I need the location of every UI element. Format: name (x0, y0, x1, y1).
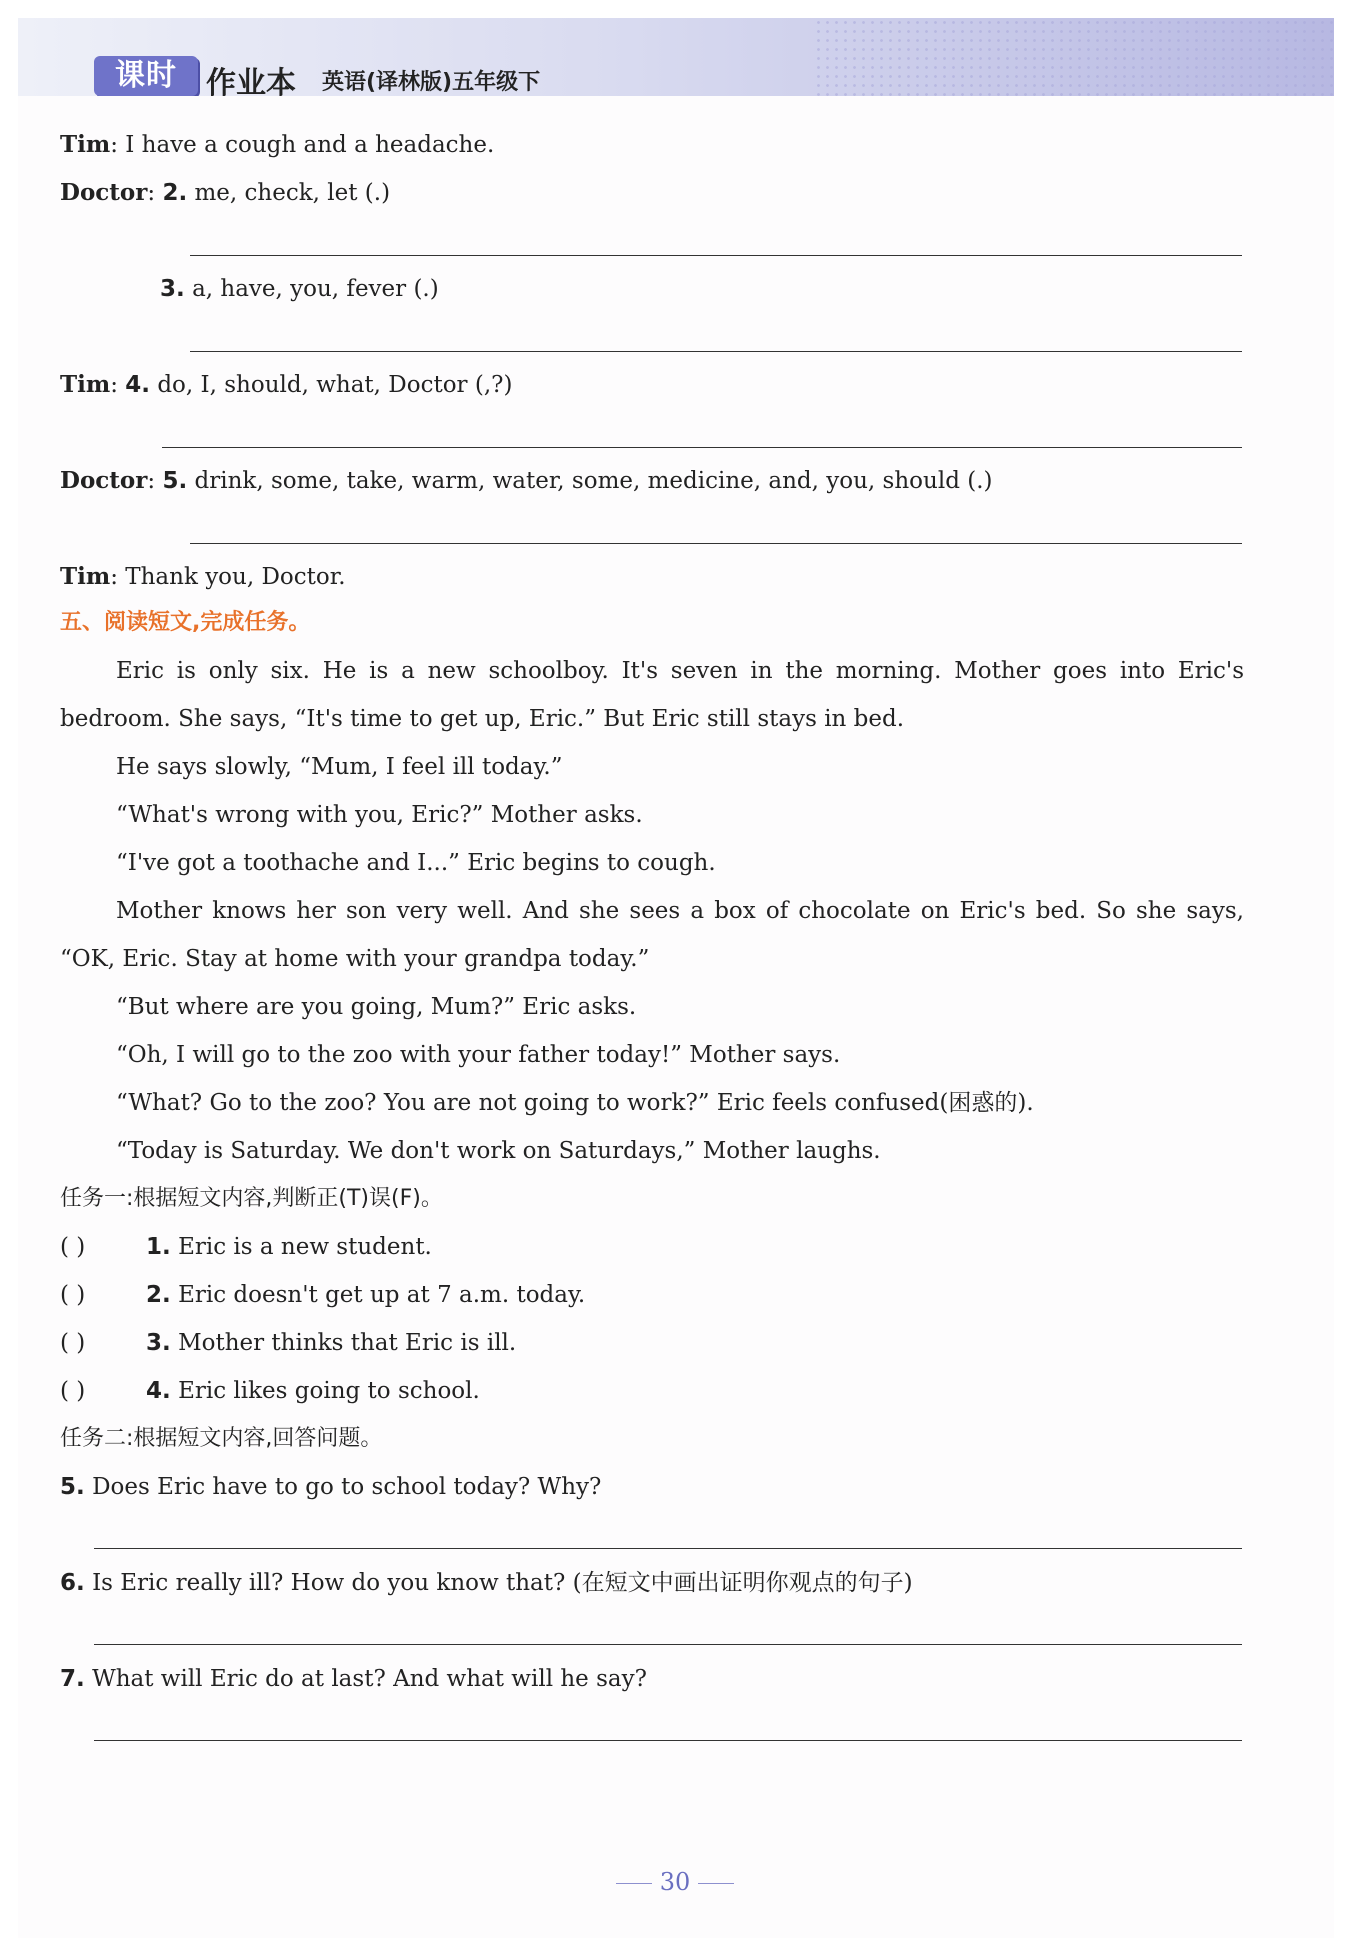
speaker-name: Tim (60, 131, 111, 158)
speaker-sep: : (147, 468, 156, 494)
true-false-item (60, 1280, 585, 1310)
scrambled-words: a, have, you, fever (.) (192, 276, 439, 302)
passage-line: “OK, Eric. Stay at home with your grandpa today.” (60, 946, 650, 972)
scrambled-words: drink, some, take, warm, water, some, medicine, and, you, should (.) (194, 468, 993, 494)
dialogue-line-3 (160, 274, 439, 304)
passage-line: “What? Go to the zoo? You are not going to work?” Eric feels confused(困惑的). (116, 1090, 1034, 1116)
footer-dash-left (616, 1883, 652, 1884)
dialogue-line-5 (60, 466, 992, 496)
statement-text: Eric likes going to school. (178, 1378, 480, 1404)
passage-line: “But where are you going, Mum?” Eric asks. (116, 994, 637, 1020)
book-title: 作业本 (206, 66, 296, 96)
speaker-name: Tim (60, 371, 111, 398)
question-number: 4. (125, 372, 151, 398)
speaker-name: Doctor (60, 467, 148, 494)
statement-text: Eric is a new student. (178, 1234, 432, 1260)
answer-parentheses[interactable]: ( ) (60, 1330, 86, 1356)
question-text: Is Eric really ill? How do you know that? (在短文中画出证明你观点的句子) (92, 1570, 913, 1596)
passage-line: “Oh, I will go to the zoo with your father today!” Mother says. (116, 1042, 841, 1068)
speaker-sep: : (147, 180, 156, 206)
statement-text: Eric doesn't get up at 7 a.m. today. (178, 1282, 586, 1308)
passage-line: “What's wrong with you, Eric?” Mother asks. (116, 802, 643, 828)
passage-line: “Today is Saturday. We don't work on Saturdays,” Mother laughs. (116, 1138, 881, 1164)
footer-dash-right (698, 1883, 734, 1884)
answer-parentheses[interactable]: ( ) (60, 1378, 86, 1404)
answer-parentheses[interactable]: ( ) (60, 1282, 86, 1308)
question-number: 4. (146, 1378, 171, 1404)
speaker-sep: : (110, 372, 118, 398)
statement-text: Mother thinks that Eric is ill. (178, 1330, 517, 1356)
answer-line-2[interactable] (190, 255, 1242, 256)
answer-line-5[interactable] (190, 543, 1242, 544)
book-logo: 课时 (94, 56, 198, 96)
answer-line-q7[interactable] (94, 1740, 1242, 1741)
question-number: 1. (146, 1234, 171, 1260)
answer-parentheses[interactable]: ( ) (60, 1234, 86, 1260)
question-number: 3. (160, 276, 185, 302)
question-number: 6. (60, 1570, 85, 1596)
true-false-item (60, 1232, 432, 1262)
task-two-heading: 任务二:根据短文内容,回答问题。 (60, 1426, 383, 1451)
task-one-heading: 任务一:根据短文内容,判断正(T)误(F)。 (60, 1186, 443, 1211)
worksheet-page (18, 18, 1334, 1938)
dialogue-line-4 (60, 370, 512, 400)
question-5 (60, 1472, 601, 1502)
question-number: 5. (60, 1474, 85, 1500)
question-number: 7. (60, 1666, 85, 1692)
answer-line-q6[interactable] (94, 1644, 1242, 1645)
passage-line: Eric is only six. He is a new schoolboy. It's seven in the morning. Mother goes into Eric's (116, 658, 1244, 684)
header-dot-pattern (814, 18, 1334, 96)
question-text: Does Eric have to go to school today? Why? (92, 1474, 602, 1500)
scrambled-words: me, check, let (.) (194, 180, 391, 206)
answer-line-4[interactable] (162, 447, 1242, 448)
question-6 (60, 1568, 913, 1598)
page-number: 30 (659, 1868, 691, 1896)
dialogue-text: I have a cough and a headache. (125, 132, 495, 158)
passage-line: bedroom. She says, “It's time to get up, Eric.” But Eric still stays in bed. (60, 706, 905, 732)
dialogue-text: Thank you, Doctor. (125, 564, 346, 590)
question-7 (60, 1664, 647, 1694)
speaker-name: Tim (60, 563, 111, 590)
passage-line: Mother knows her son very well. And she sees a box of chocolate on Eric's bed. So she says, (116, 898, 1244, 924)
question-number: 2. (162, 180, 188, 206)
page-footer (0, 1868, 1350, 1896)
true-false-item (60, 1376, 480, 1406)
true-false-item (60, 1328, 516, 1358)
speaker-name: Doctor (60, 179, 148, 206)
book-subtitle: 英语(译林版)五年级下 (322, 70, 541, 95)
speaker-sep: : (110, 564, 118, 590)
question-number: 5. (162, 468, 188, 494)
dialogue-line-2 (60, 178, 390, 208)
answer-line-q5[interactable] (94, 1548, 1242, 1549)
question-number: 2. (146, 1282, 171, 1308)
question-text: What will Eric do at last? And what will he say? (92, 1666, 647, 1692)
page-header (18, 18, 1334, 96)
answer-line-3[interactable] (190, 351, 1242, 352)
dialogue-line-1 (60, 130, 494, 160)
dialogue-line-6 (60, 562, 346, 592)
section-heading: 五、阅读短文,完成任务。 (60, 610, 311, 635)
question-number: 3. (146, 1330, 171, 1356)
speaker-sep: : (110, 132, 118, 158)
passage-line: He says slowly, “Mum, I feel ill today.” (116, 754, 563, 780)
scrambled-words: do, I, should, what, Doctor (,?) (157, 372, 513, 398)
passage-line: “I've got a toothache and I...” Eric begins to cough. (116, 850, 716, 876)
